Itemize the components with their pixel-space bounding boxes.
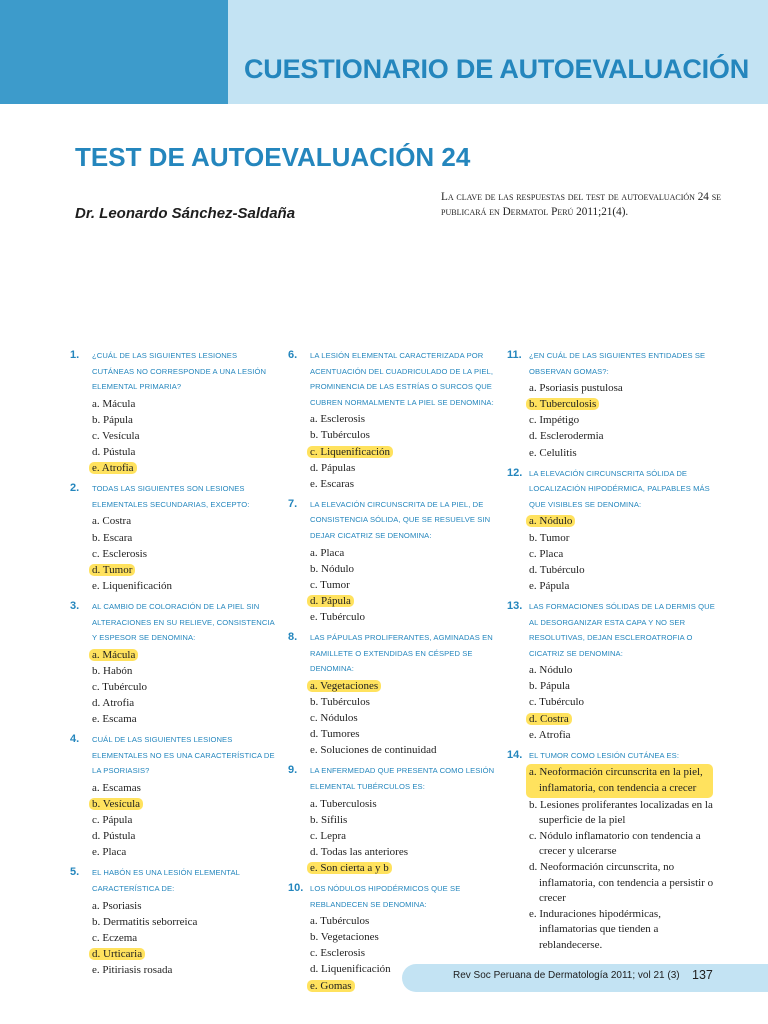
- answer-option: c. Tumor: [310, 578, 350, 591]
- answer-key-note: La clave de las respuestas del test de autoevaluación 24 se publicará en Dermatol Perú 2011;21(4).: [441, 191, 722, 218]
- highlighted-answer: c. Liquenificación: [307, 446, 393, 458]
- highlighted-answer: a. Vegetaciones: [307, 680, 381, 692]
- question-number: 5.: [70, 866, 80, 879]
- highlighted-answer: b. Tuberculosis: [526, 398, 599, 410]
- question-number: 8.: [288, 631, 298, 644]
- question-text: ¿EN CUÁL DE LAS SIGUIENTES ENTIDADES SE OBSERVAN GOMAS?:: [529, 351, 706, 376]
- question-item: [288, 763, 496, 876]
- answer-options: [529, 380, 717, 460]
- answer-options: [92, 780, 278, 860]
- question-text: LAS PÁPULAS PROLIFERANTES, AGMINADAS EN RAMILLETE O EXTENDIDAS EN CÉSPED SE DENOMINA:: [310, 633, 493, 674]
- answer-option: a. Placa: [310, 546, 345, 559]
- question-item: [507, 599, 717, 743]
- question-column-3: [507, 348, 717, 958]
- answer-option: b. Pápula: [529, 680, 570, 693]
- answer-option: c. Placa: [529, 547, 564, 560]
- page-number: 137: [692, 968, 713, 982]
- question-header: [288, 630, 496, 677]
- question-header: [507, 466, 717, 513]
- section-title: CUESTIONARIO DE AUTOEVALUACIÓN: [244, 54, 750, 84]
- answer-option: b. Sífilis: [310, 813, 348, 826]
- answer-options: [92, 396, 278, 476]
- highlighted-answer: d. Pápula: [307, 595, 354, 607]
- answer-option: b. Tubérculos: [310, 695, 370, 708]
- highlighted-answer: b. Vesícula: [89, 798, 143, 810]
- answer-option-highlighted: [310, 678, 496, 694]
- question-text: EL TUMOR COMO LESIÓN CUTÁNEA ES:: [529, 750, 680, 760]
- question-item: [70, 599, 278, 727]
- answer-option-highlighted: [92, 796, 278, 812]
- question-text: LA ELEVACIÓN CIRCUNSCRITA DE LA PIEL, DE CONSISTENCIA SÓLIDA, QUE SE RESUELVE SIN DEJAR CICATRIZ SE DENOMINA:: [310, 499, 491, 541]
- question-item: [507, 348, 717, 461]
- question-number: 7.: [288, 497, 298, 510]
- answer-option: c. Eczema: [92, 931, 138, 944]
- answer-option: a. Tubérculos: [310, 915, 370, 928]
- answer-options: [92, 513, 278, 593]
- question-item: [70, 481, 278, 594]
- header-accent-block: [0, 0, 228, 104]
- question-number: 2.: [70, 482, 80, 495]
- answer-option: d. Todas las anteriores: [310, 845, 409, 858]
- answer-option-highlighted: [92, 562, 278, 578]
- answer-option: c. Esclerosis: [310, 947, 365, 960]
- highlighted-answer: d. Tumor: [89, 564, 135, 576]
- question-item: [288, 630, 496, 758]
- answer-option: e. Escaras: [310, 477, 354, 490]
- question-item: [507, 466, 717, 594]
- answer-option: c. Nódulo inflamatorio con tendencia a crecer y ulcerarse: [529, 829, 701, 858]
- answer-option: e. Pápula: [529, 579, 570, 592]
- question-text: EL HABÓN ES UNA LESIÓN ELEMENTAL CARACTERÍSTICA DE:: [92, 868, 240, 893]
- question-number: 10.: [288, 882, 304, 894]
- answer-option: e. Atrofia: [529, 728, 571, 741]
- answer-option: c. Vesícula: [92, 429, 140, 442]
- question-text: LA ENFERMEDAD QUE PRESENTA COMO LESIÓN ELEMENTAL TUBÉRCULOS ES:: [310, 766, 495, 791]
- question-number: 12.: [507, 466, 523, 479]
- question-item: [70, 732, 278, 860]
- answer-option: a. Tuberculosis: [310, 797, 377, 810]
- answer-option: b. Tumor: [529, 531, 570, 544]
- question-number: 3.: [70, 599, 80, 612]
- question-text: CUÁL DE LAS SIGUIENTES LESIONES ELEMENTALES NO ES UNA CARACTERÍSTICA DE LA PSORIASIS?: [92, 735, 275, 776]
- answer-option: d. Tumores: [310, 728, 360, 741]
- answer-options: [310, 545, 496, 625]
- highlighted-answer: e. Gomas: [307, 980, 355, 992]
- answer-options: [310, 796, 496, 876]
- question-item: [288, 348, 496, 492]
- question-header: [288, 763, 496, 794]
- answer-option: b. Pápula: [92, 413, 133, 426]
- answer-options: [310, 678, 496, 758]
- header-band: [228, 0, 768, 104]
- answer-option: d. Tubérculo: [529, 563, 585, 576]
- question-number: 1.: [70, 349, 80, 361]
- answer-option: b. Escara: [92, 531, 133, 544]
- question-header: [70, 732, 278, 779]
- question-header: [70, 865, 278, 896]
- question-number: 9.: [288, 764, 298, 777]
- answer-options: [92, 647, 278, 727]
- author: Dr. Leonardo Sánchez-Saldaña: [75, 205, 296, 222]
- highlighted-answer: d. Urticaria: [89, 948, 145, 960]
- answer-option: c. Impétigo: [529, 414, 580, 427]
- answer-option: b. Habón: [92, 664, 133, 677]
- question-header: [288, 348, 496, 410]
- answer-option: a. Escamas: [92, 781, 141, 794]
- question-column-1: [70, 348, 278, 983]
- answer-option: d. Pústula: [92, 830, 136, 843]
- question-text: ¿CUÁL DE LAS SIGUIENTES LESIONES CUTÁNEAS NO CORRESPONDE A UNA LESIÓN ELEMENTAL PRIMARIA?: [92, 351, 267, 392]
- answer-option: e. Induraciones hipodérmicas, inflamatorias que tienden a reblandecerse.: [529, 907, 661, 951]
- answer-options: [310, 411, 496, 491]
- answer-option: b. Lesiones proliferantes localizadas en la superficie de la piel: [529, 798, 713, 827]
- question-text: LAS FORMACIONES SÓLIDAS DE LA DERMIS QUE AL DESORGANIZAR ESTA CAPA Y NO SER RESOLUTIVAS, DEJAN ESCLEROATROFIA O CICATRIZ SE DENOMINA:: [529, 601, 715, 658]
- answer-option: b. Dermatitis seborreica: [92, 915, 198, 928]
- question-header: [288, 881, 496, 912]
- question-header: [507, 348, 717, 379]
- question-text: TODAS LAS SIGUIENTES SON LESIONES ELEMENTALES SECUNDARIAS, EXCEPTO:: [92, 484, 250, 509]
- answer-option: d. Atrofia: [92, 696, 135, 709]
- answer-option: e. Tubérculo: [310, 611, 365, 623]
- question-number: 14.: [507, 748, 523, 761]
- question-number: 11.: [507, 349, 522, 361]
- question-number: 13.: [507, 599, 523, 612]
- question-number: 4.: [70, 733, 80, 746]
- answer-option: d. Neoformación circunscrita, no inflamatoria, con tendencia a persistir o crecer: [529, 860, 714, 905]
- answer-option: c. Pápula: [92, 814, 133, 827]
- answer-option: c. Esclerosis: [92, 547, 147, 560]
- answer-options: [529, 513, 717, 593]
- question-item: [507, 748, 717, 954]
- question-header: [70, 348, 278, 395]
- question-header: [507, 599, 717, 661]
- question-header: [507, 748, 717, 764]
- answer-option: c. Lepra: [310, 829, 347, 842]
- answer-option-highlighted: a. Neoformación circunscrita en la piel, inflamatoria, con tendencia a crecer: [526, 764, 713, 797]
- answer-option: b. Nódulo: [310, 562, 354, 575]
- answer-option: c. Tubérculo: [529, 696, 584, 709]
- test-title: TEST DE AUTOEVALUACIÓN 24: [75, 142, 471, 172]
- answer-option: c. Tubérculo: [92, 680, 147, 693]
- answer-option: c. Nódulos: [310, 712, 358, 725]
- question-header: [288, 497, 496, 544]
- answer-option-highlighted: [529, 396, 717, 412]
- question-text: LA ELEVACIÓN CIRCUNSCRITA SÓLIDA DE LOCALIZACIÓN HIPODÉRMICA, PALPABLES MÁS QUE VISIBLES SE DENOMINA:: [529, 468, 710, 509]
- question-number: 6.: [288, 349, 298, 361]
- answer-option: a. Mácula: [92, 397, 136, 410]
- highlighted-answer: a. Nódulo: [526, 515, 575, 527]
- answer-option: b. Vegetaciones: [310, 931, 379, 944]
- answer-option: d. Pápulas: [310, 461, 356, 474]
- answer-option: d. Liquenificación: [310, 963, 391, 976]
- answer-option: d. Pústula: [92, 446, 136, 459]
- question-item: [288, 497, 496, 625]
- answer-option: a. Nódulo: [529, 664, 573, 677]
- highlighted-answer: e. Atrofia: [89, 462, 137, 474]
- answer-option: e. Pitiriasis rosada: [92, 963, 173, 976]
- answer-option: d. Esclerodermia: [529, 430, 604, 443]
- answer-options: [92, 898, 278, 978]
- question-text: AL CAMBIO DE COLORACIÓN DE LA PIEL SIN ALTERACIONES EN SU RELIEVE, CONSISTENCIA Y ESPESOR SE DENOMINA:: [92, 601, 275, 643]
- highlighted-answer: a. Mácula: [89, 649, 138, 661]
- question-text: LOS NÓDULOS HIPODÉRMICOS QUE SE REBLANDECEN SE DENOMINA:: [310, 884, 461, 909]
- answer-option-highlighted: [529, 513, 717, 529]
- highlighted-answer: d. Costra: [526, 713, 572, 725]
- answer-option: a. Esclerosis: [310, 413, 365, 426]
- question-item: [70, 865, 278, 978]
- question-text: LA LESIÓN ELEMENTAL CARACTERIZADA POR ACENTUACIÓN DEL CUADRICULADO DE LA PIEL, PROMINENCIA DE LAS ESTRÍAS O SURCOS QUE CUBREN NORMALMENTE LA PIEL SE DENOMINA:: [310, 351, 494, 407]
- answer-option: a. Psoriasis: [92, 899, 142, 912]
- answer-option-highlighted: [92, 460, 278, 476]
- answer-option: e. Soluciones de continuidad: [310, 744, 437, 757]
- question-column-2: [288, 348, 496, 999]
- answer-options: [529, 764, 717, 953]
- answer-options: [529, 662, 717, 742]
- answer-option: e. Placa: [92, 846, 127, 859]
- answer-option: a. Costra: [92, 515, 132, 528]
- journal-citation: Rev Soc Peruana de Dermatología 2011; vol 21 (3): [453, 970, 680, 981]
- answer-option-highlighted: [310, 444, 496, 460]
- answer-option: e. Escama: [92, 713, 137, 726]
- answer-option-highlighted: [310, 860, 496, 876]
- answer-option-highlighted: [529, 711, 717, 727]
- answer-option-highlighted: [310, 593, 496, 609]
- answer-option: b. Tubérculos: [310, 429, 370, 442]
- answer-option: e. Celulitis: [529, 446, 577, 459]
- answer-option-highlighted: [92, 946, 278, 962]
- answer-option-highlighted: [92, 647, 278, 663]
- answer-option: e. Liquenificación: [92, 579, 173, 592]
- question-item: [70, 348, 278, 476]
- answer-option: a. Psoriasis pustulosa: [529, 382, 623, 395]
- question-header: [70, 481, 278, 512]
- highlighted-answer: e. Son cierta a y b: [307, 862, 392, 874]
- question-header: [70, 599, 278, 646]
